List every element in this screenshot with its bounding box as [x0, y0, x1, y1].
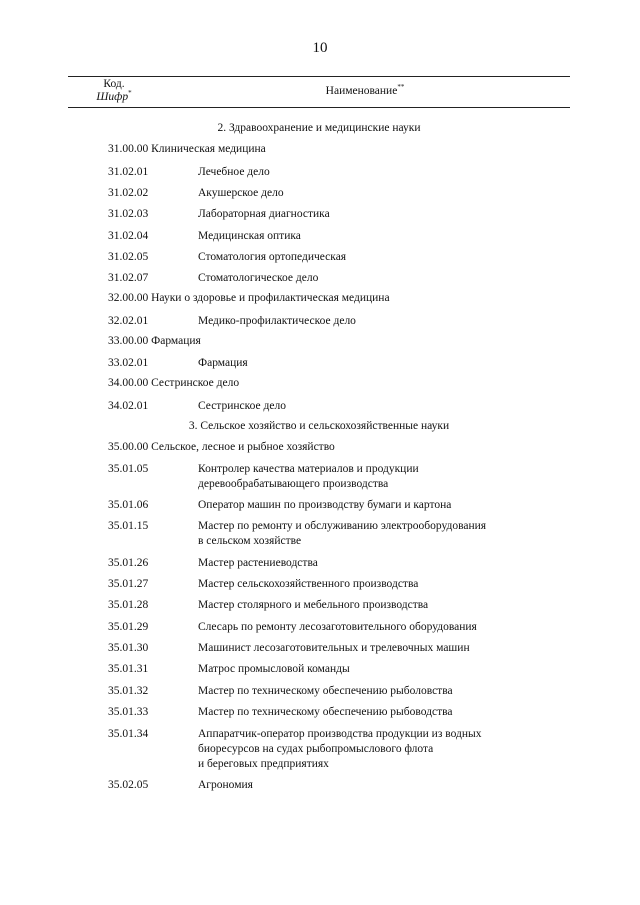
section-title: 3. Сельское хозяйство и сельскохозяйственные науки: [188, 420, 450, 432]
row-name: Слесарь по ремонту лесозаготовительного оборудования: [198, 621, 477, 633]
row-name: Мастер по техническому обеспечению рыбоводства: [198, 706, 453, 718]
row-code: 31.02.03: [108, 208, 149, 220]
row-code: 35.01.05: [108, 463, 149, 475]
row-code: 31.02.07: [108, 272, 149, 284]
row-name: Мастер по техническому обеспечению рыболовства: [198, 685, 453, 697]
row-name: Мастер растениеводства: [198, 557, 318, 569]
group-heading: 34.00.00 Сестринское дело: [108, 377, 240, 389]
row-code: 35.01.26: [108, 557, 149, 569]
row-name: Фармация: [198, 357, 248, 369]
row-name: Мастер по ремонту и обслуживанию электрооборудования: [198, 520, 487, 532]
row-code: 35.01.15: [108, 520, 149, 532]
row-code: 35.01.29: [108, 621, 149, 633]
group-heading: 32.00.00 Науки о здоровье и профилактическая медицина: [108, 292, 390, 304]
row-name: Сестринское дело: [198, 400, 286, 412]
row-code: 31.02.04: [108, 230, 149, 242]
row-code: 35.02.05: [108, 779, 149, 791]
row-code: 33.02.01: [108, 357, 149, 369]
row-name: Стоматологическое дело: [198, 272, 319, 284]
row-code: 32.02.01: [108, 315, 149, 327]
row-name: Контролер качества материалов и продукции: [198, 463, 419, 475]
row-name: Лечебное дело: [198, 166, 270, 178]
row-code: 35.01.30: [108, 642, 149, 654]
header-code-label: Шифр: [96, 91, 129, 103]
row-code: 31.02.05: [108, 251, 149, 263]
group-heading: 31.00.00 Клиническая медицина: [108, 143, 266, 155]
row-code: 35.01.27: [108, 578, 149, 590]
row-code: 35.01.34: [108, 728, 149, 740]
row-name: Агрономия: [198, 779, 253, 791]
row-code: 35.01.06: [108, 499, 149, 511]
row-name: деревообрабатывающего производства: [198, 478, 389, 490]
row-code: 35.01.28: [108, 599, 149, 611]
row-name: Машинист лесозаготовительных и трелевочных машин: [198, 642, 470, 654]
row-name: Лабораторная диагностика: [198, 208, 330, 220]
row-name: биоресурсов на судах рыбопромыслового флота: [198, 743, 434, 755]
row-name: Оператор машин по производству бумаги и картона: [198, 499, 452, 511]
row-name: Матрос промысловой команды: [198, 663, 350, 675]
row-name: Стоматология ортопедическая: [198, 251, 347, 263]
row-code: 35.01.31: [108, 663, 149, 675]
row-name: Аппаратчик-оператор производства продукции из водных: [198, 728, 482, 740]
section-title: 2. Здравоохранение и медицинские науки: [217, 122, 421, 134]
row-name: Медицинская оптика: [198, 230, 301, 242]
group-heading: 33.00.00 Фармация: [108, 335, 201, 347]
row-name: в сельском хозяйстве: [198, 535, 302, 547]
row-code: 34.02.01: [108, 400, 149, 412]
row-code: 35.01.33: [108, 706, 149, 718]
header-code-footnote-mark: *: [128, 89, 132, 98]
row-name: Мастер столярного и мебельного производства: [198, 599, 429, 611]
row-code: 35.01.32: [108, 685, 149, 697]
row-name: и береговых предприятиях: [198, 758, 329, 770]
page-number: 10: [312, 40, 328, 56]
header-code-line1: Код.: [103, 78, 125, 90]
group-heading: 35.00.00 Сельское, лесное и рыбное хозяйство: [108, 441, 335, 453]
row-name: Мастер сельскохозяйственного производства: [198, 578, 419, 590]
row-code: 31.02.02: [108, 187, 149, 199]
header-name-footnote-mark: **: [397, 83, 405, 92]
row-name: Акушерское дело: [198, 187, 284, 199]
row-code: 31.02.01: [108, 166, 149, 178]
row-name: Медико-профилактическое дело: [198, 315, 356, 327]
header-name-label: Наименование: [325, 85, 398, 97]
